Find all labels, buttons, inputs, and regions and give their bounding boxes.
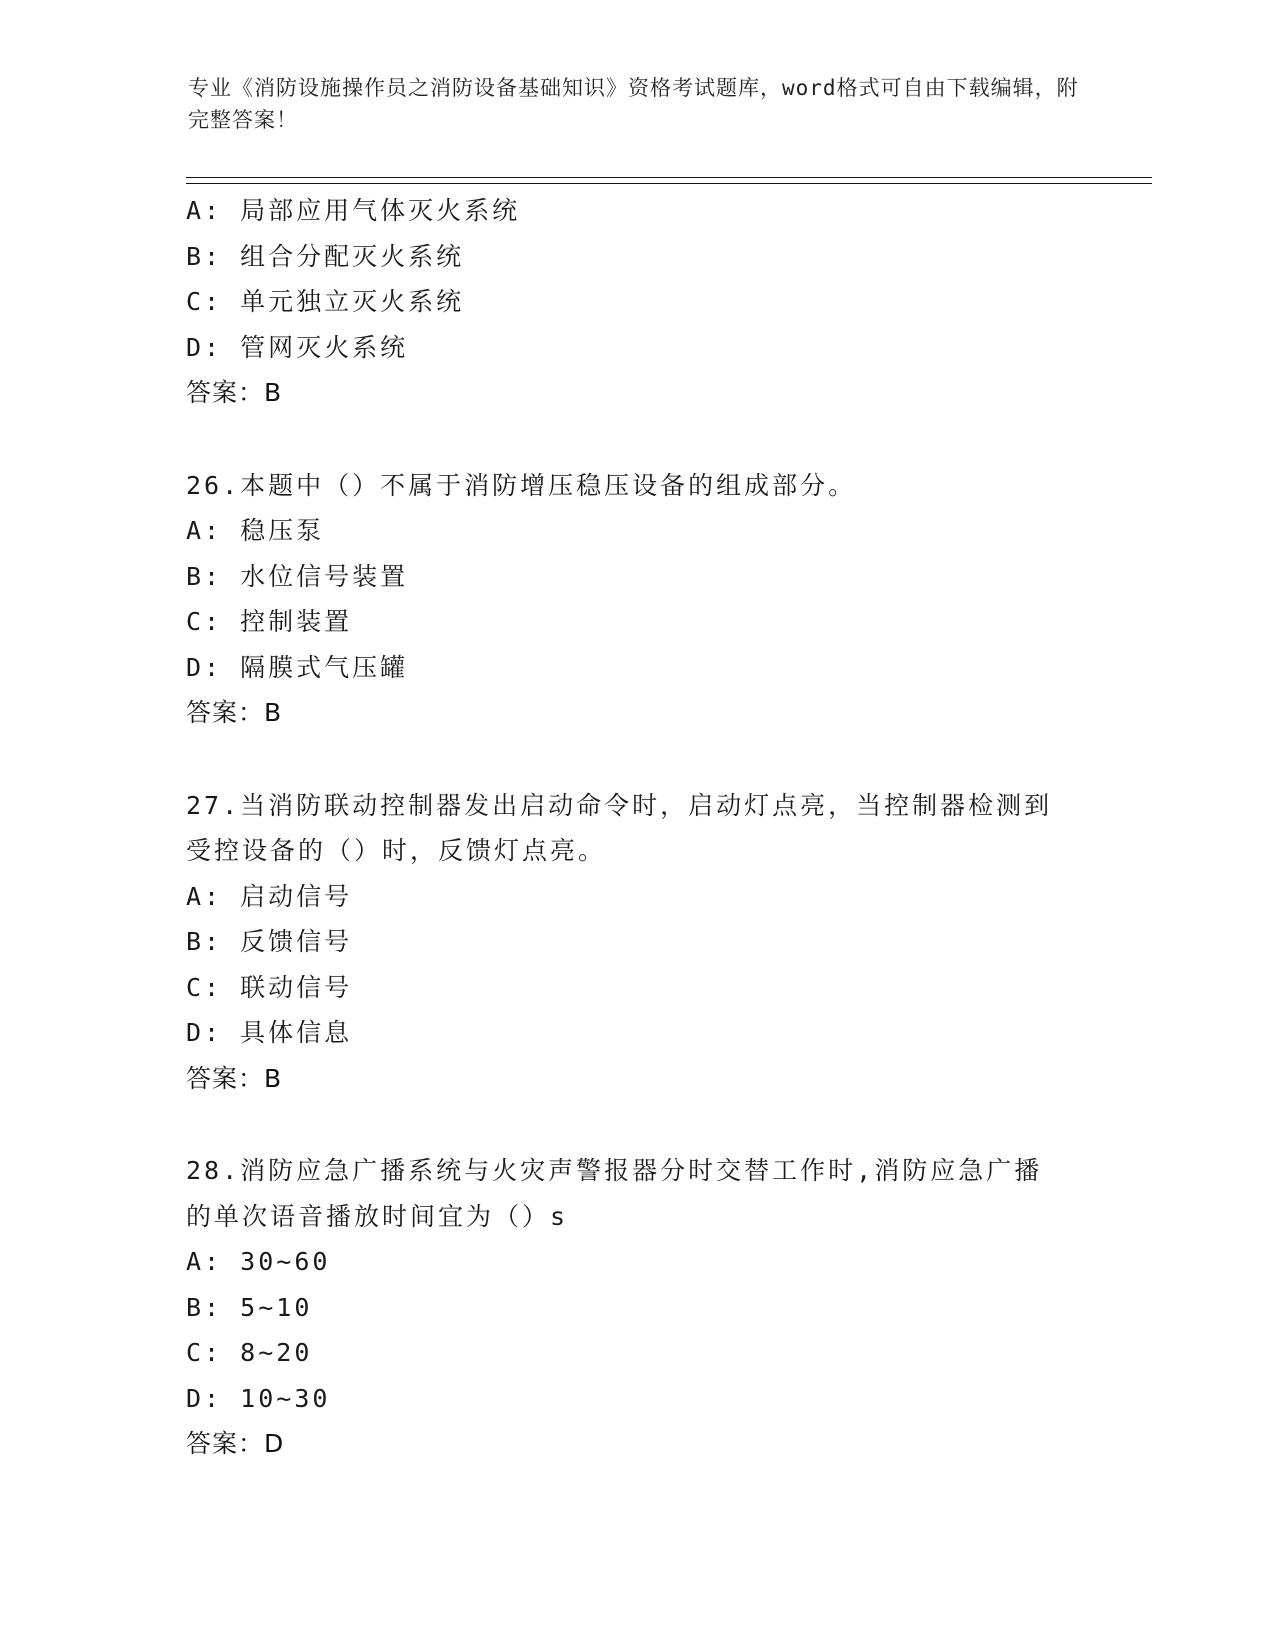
option-a: A: 局部应用气体灭火系统 [186,196,521,225]
header-rule-bottom [186,183,1152,184]
option-b: B: 反馈信号 [186,927,353,956]
option-d: D: 具体信息 [186,1018,353,1047]
option-a: A: 启动信号 [186,881,353,911]
answer-line: 答案：B [186,378,283,407]
option-c: C: 联动信号 [186,972,353,1002]
option-b: B: 水位信号装置 [186,561,409,591]
header-rule-top [186,177,1152,178]
question-stem: 28.消防应急广播系统与火灾声警报器分时交替工作时,消防应急广播的单次语音播放时间宜为（）s [186,1156,1043,1231]
document-header: 专业《消防设施操作员之消防设备基础知识》资格考试题库，word格式可自由下载编辑，附完整答案！ [188,76,1079,132]
option-c: C: 8~20 [186,1338,313,1367]
option-a: A: 30~60 [186,1247,331,1276]
answer-line: 答案：B [186,1063,283,1093]
question-list [186,188,1086,1467]
option-d: D: 管网灭火系统 [186,332,409,362]
answer-line: 答案：B [186,698,283,727]
option-d: D: 隔膜式气压罐 [186,652,409,682]
option-a: A: 稳压泵 [186,516,325,545]
option-b: B: 5~10 [186,1292,313,1322]
option-b: B: 组合分配灭火系统 [186,241,465,271]
option-c: C: 控制装置 [186,607,353,636]
answer-line: 答案：D [186,1429,285,1458]
option-d: D: 10~30 [186,1383,331,1413]
question-stem: 27.当消防联动控制器发出启动命令时，启动灯点亮，当控制器检测到受控设备的（）时，反馈灯点亮。 [186,790,1053,865]
question-block [186,783,1086,1102]
question-stem: 26.本题中（）不属于消防增压稳压设备的组成部分。 [186,470,857,500]
question-block [186,1148,1086,1467]
question-block [186,463,1086,736]
question-block-partial [186,188,1086,416]
option-c: C: 单元独立灭火系统 [186,287,465,316]
